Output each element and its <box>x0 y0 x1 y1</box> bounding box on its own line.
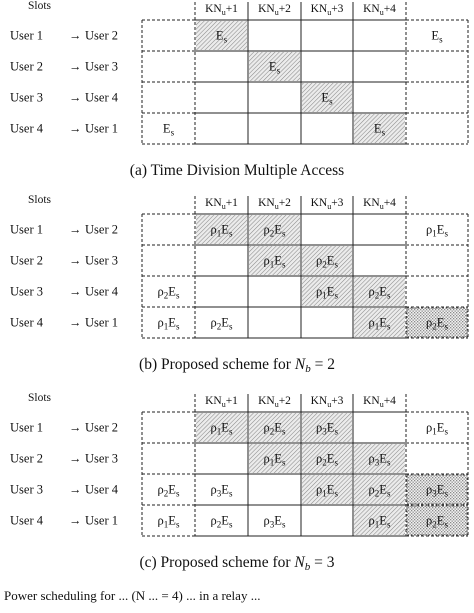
row-label <box>10 254 118 268</box>
power-allocation-label: $\rho_2E_s$ <box>316 451 338 468</box>
power-allocation-label: $\rho_1E_s$ <box>316 284 338 301</box>
slot-header: $KN_u+1$ <box>205 3 238 17</box>
power-allocation-label: $\rho_1E_s$ <box>210 420 233 437</box>
power-allocation-label: $\rho_1E_s$ <box>368 513 391 530</box>
power-allocation-label: $\rho_3E_s$ <box>263 513 286 530</box>
row-source-user: User 3 <box>10 90 43 105</box>
row-label <box>10 452 118 466</box>
panel-caption: (a) Time Division Multiple Access <box>129 162 345 179</box>
row-destination-user: User 4 <box>85 482 118 497</box>
row-source-user: User 4 <box>10 121 43 136</box>
power-allocation-label: $\rho_1E_s$ <box>157 315 180 332</box>
arrow-icon: → <box>69 59 82 74</box>
row-destination-user: User 2 <box>85 222 118 237</box>
power-allocation-label: $\rho_2E_s$ <box>368 284 391 301</box>
slots-label: Slots <box>28 194 52 206</box>
arrow-icon: → <box>69 315 82 330</box>
power-allocation-label: $\rho_2E_s$ <box>157 284 180 301</box>
power-allocation-label: $\rho_3E_s$ <box>316 420 338 437</box>
power-allocation-label: $\rho_2E_s$ <box>263 222 286 239</box>
row-source-user: User 1 <box>10 28 43 43</box>
panel-c <box>10 392 468 573</box>
power-allocation-label: $\rho_1E_s$ <box>263 253 286 270</box>
arrow-icon: → <box>69 28 82 43</box>
row-label <box>10 514 118 528</box>
power-allocation-label: $\rho_2E_s$ <box>316 253 338 270</box>
slots-label: Slots <box>28 0 52 12</box>
slot-header: $KN_u+3$ <box>310 197 344 211</box>
panel-caption: (b) Proposed scheme for Nb = 2 <box>139 356 335 375</box>
row-source-user: User 2 <box>10 451 43 466</box>
row-label <box>10 122 118 136</box>
row-source-user: User 3 <box>10 284 43 299</box>
row-label <box>10 223 118 237</box>
slot-header: $KN_u+2$ <box>258 3 291 17</box>
row-destination-user: User 1 <box>85 315 118 330</box>
power-allocation-label: $E_s$ <box>268 59 281 76</box>
row-label <box>10 60 118 74</box>
row-label <box>10 316 118 330</box>
power-allocation-label: $\rho_1E_s$ <box>316 482 338 499</box>
row-source-user: User 3 <box>10 482 43 497</box>
row-destination-user: User 4 <box>85 284 118 299</box>
power-allocation-label: $\rho_2E_s$ <box>263 420 286 437</box>
power-allocation-label: $\rho_1E_s$ <box>368 315 391 332</box>
power-allocation-label: $E_s$ <box>215 28 228 45</box>
power-allocation-label: $\rho_2E_s$ <box>157 482 180 499</box>
arrow-icon: → <box>69 222 82 237</box>
row-destination-user: User 3 <box>85 59 118 74</box>
arrow-icon: → <box>69 121 82 136</box>
row-destination-user: User 1 <box>85 121 118 136</box>
power-allocation-label: $\rho_2E_s$ <box>368 482 391 499</box>
power-allocation-label: $E_s$ <box>321 90 333 107</box>
arrow-icon: → <box>69 253 82 268</box>
power-allocation-label: $\rho_2E_s$ <box>426 315 448 332</box>
power-allocation-label: $\rho_3E_s$ <box>210 482 233 499</box>
slot-header: $KN_u+3$ <box>310 395 344 409</box>
row-label <box>10 483 119 497</box>
panel-caption: (c) Proposed scheme for Nb = 3 <box>139 554 335 573</box>
power-allocation-label: $\rho_2E_s$ <box>210 315 233 332</box>
row-destination-user: User 2 <box>85 420 118 435</box>
slot-header: $KN_u+3$ <box>310 3 344 17</box>
power-allocation-label: $E_s$ <box>162 121 175 138</box>
power-allocation-label: $E_s$ <box>431 28 443 45</box>
slot-header: $KN_u+2$ <box>258 197 291 211</box>
row-label <box>10 29 118 43</box>
slots-label: Slots <box>28 392 52 404</box>
slot-header: $KN_u+1$ <box>205 197 238 211</box>
slot-header: $KN_u+4$ <box>363 395 396 409</box>
panel-b <box>10 194 468 375</box>
power-allocation-label: $\rho_3E_s$ <box>368 451 391 468</box>
power-allocation-label: $\rho_1E_s$ <box>426 420 448 437</box>
power-allocation-label: $\rho_2E_s$ <box>210 513 233 530</box>
arrow-icon: → <box>69 90 82 105</box>
row-label <box>10 421 118 435</box>
slot-header: $KN_u+1$ <box>205 395 238 409</box>
row-source-user: User 4 <box>10 513 43 528</box>
row-source-user: User 1 <box>10 420 43 435</box>
row-source-user: User 4 <box>10 315 43 330</box>
slot-header: $KN_u+2$ <box>258 395 291 409</box>
row-source-user: User 2 <box>10 59 43 74</box>
row-source-user: User 2 <box>10 253 43 268</box>
row-destination-user: User 3 <box>85 253 118 268</box>
power-allocation-label: $\rho_1E_s$ <box>210 222 233 239</box>
power-allocation-label: $\rho_2E_s$ <box>426 513 448 530</box>
slot-header: $KN_u+4$ <box>363 197 396 211</box>
row-label <box>10 91 119 105</box>
arrow-icon: → <box>69 420 82 435</box>
power-allocation-label: $\rho_1E_s$ <box>263 451 286 468</box>
slot-header: $KN_u+4$ <box>363 3 396 17</box>
row-source-user: User 1 <box>10 222 43 237</box>
arrow-icon: → <box>69 513 82 528</box>
row-label <box>10 285 119 299</box>
row-destination-user: User 4 <box>85 90 118 105</box>
panel-a <box>10 0 468 179</box>
power-allocation-label: $\rho_1E_s$ <box>157 513 180 530</box>
power-allocation-label: $\rho_3E_s$ <box>426 482 448 499</box>
row-destination-user: User 2 <box>85 28 118 43</box>
arrow-icon: → <box>69 482 82 497</box>
arrow-icon: → <box>69 284 82 299</box>
truncated-caption-text: Power scheduling for ... (N ... = 4) ... in a relay ... <box>4 588 261 603</box>
power-allocation-label: $\rho_1E_s$ <box>426 222 448 239</box>
power-allocation-label: $E_s$ <box>373 121 386 138</box>
row-destination-user: User 3 <box>85 451 118 466</box>
arrow-icon: → <box>69 451 82 466</box>
row-destination-user: User 1 <box>85 513 118 528</box>
